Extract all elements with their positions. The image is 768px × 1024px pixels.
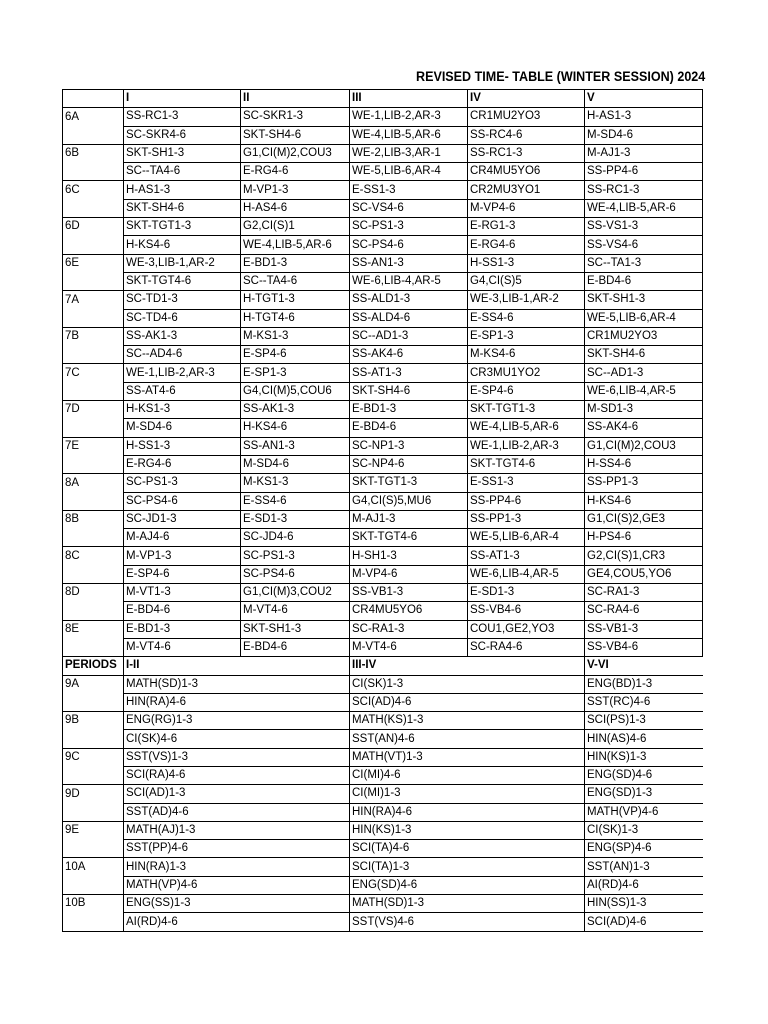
period-cell: SS-RC1-3 [468, 144, 585, 162]
period-cell: M-SD4-6 [124, 419, 241, 437]
period-cell: E-BD1-3 [241, 254, 350, 272]
period-cell: M-KS4-6 [468, 346, 585, 364]
period-cell: SS-AN1-3 [350, 254, 468, 272]
header-row [63, 90, 703, 108]
period-cell: MATH(AJ)1-3 [124, 821, 350, 839]
period-cell: WE-5,LIB-6,AR-4 [585, 309, 703, 327]
period-cell: G2,CI(S)1 [241, 218, 350, 236]
period-cell: SST(VS)1-3 [124, 748, 350, 766]
period-cell: E-SP4-6 [468, 382, 585, 400]
period-cell: SKT-SH4-6 [124, 199, 241, 217]
period-cell: SST(AD)4-6 [124, 803, 350, 821]
period-cell: SS-VB1-3 [585, 620, 703, 638]
period-cell: SST(VS)4-6 [350, 913, 585, 931]
table-row [63, 272, 703, 290]
period-cell: H-KS1-3 [124, 401, 241, 419]
period-cell: SC-NP1-3 [350, 437, 468, 455]
period-cell: H-KS4-6 [241, 419, 350, 437]
period-cell: SC-RA4-6 [585, 602, 703, 620]
period-cell: SKT-TGT4-6 [124, 272, 241, 290]
class-label: 7B [63, 327, 124, 345]
class-label: 9E [63, 821, 124, 839]
class-label: 8D [63, 584, 124, 602]
period-cell: M-SD1-3 [585, 401, 703, 419]
period-cell: ENG(SP)4-6 [585, 840, 703, 858]
class-label [63, 693, 124, 711]
period-cell: M-VT4-6 [350, 638, 468, 656]
period-cell: SKT-TGT1-3 [350, 474, 468, 492]
period-cell: E-BD4-6 [241, 638, 350, 656]
table-row [63, 638, 703, 656]
table-row [63, 419, 703, 437]
period-cell: SC-JD1-3 [124, 510, 241, 528]
period-cell: SCI(RA)4-6 [124, 766, 350, 784]
table-row [63, 529, 703, 547]
period-cell: MATH(VP)4-6 [585, 803, 703, 821]
table-row [63, 455, 703, 473]
table-row [63, 748, 703, 766]
period-cell: WE-6,LIB-4,AR-5 [585, 382, 703, 400]
class-label: 7C [63, 364, 124, 382]
period-cell: E-BD1-3 [350, 401, 468, 419]
class-label [63, 565, 124, 583]
table-row [63, 126, 703, 144]
period-cell: SKT-TGT1-3 [468, 401, 585, 419]
period-cell: SCI(PS)1-3 [585, 712, 703, 730]
period-cell: SS-RC1-3 [585, 181, 703, 199]
period-cell: H-KS4-6 [585, 492, 703, 510]
period-cell: E-BD4-6 [124, 602, 241, 620]
period-cell: SKT-SH1-3 [241, 620, 350, 638]
class-label [63, 730, 124, 748]
period-cell: M-AJ1-3 [350, 510, 468, 528]
period-cell: E-RG1-3 [468, 218, 585, 236]
period-cell: CR1MU2YO3 [468, 108, 585, 126]
period-cell: SS-VS1-3 [585, 218, 703, 236]
period-cell: SC-RA1-3 [350, 620, 468, 638]
period-cell: WE-4,LIB-5,AR-6 [468, 419, 585, 437]
period-cell: SS-RC4-6 [468, 126, 585, 144]
period-cell: SC-TD1-3 [124, 291, 241, 309]
period-cell: GE4,COU5,YO6 [585, 565, 703, 583]
table-row [63, 144, 703, 162]
class-label [63, 163, 124, 181]
table-row [63, 547, 703, 565]
class-label [63, 803, 124, 821]
period-cell: WE-2,LIB-3,AR-1 [350, 144, 468, 162]
period-cell: G4,CI(S)5,MU6 [350, 492, 468, 510]
period-cell: SC-NP4-6 [350, 455, 468, 473]
period-cell: SS-PP4-6 [585, 163, 703, 181]
period-cell: H-SS1-3 [124, 437, 241, 455]
period-cell: SST(AN)1-3 [585, 858, 703, 876]
period-cell: SKT-SH4-6 [241, 126, 350, 144]
period-cell: E-SS4-6 [241, 492, 350, 510]
period-cell: SS-PP4-6 [468, 492, 585, 510]
table-row [63, 474, 703, 492]
period-cell: WE-3,LIB-1,AR-2 [124, 254, 241, 272]
period-cell: SC-PS4-6 [124, 492, 241, 510]
period-cell: SS-AK4-6 [585, 419, 703, 437]
period-group-header: I-II [124, 657, 350, 675]
period-cell: E-SP4-6 [124, 565, 241, 583]
period-cell: COU1,GE2,YO3 [468, 620, 585, 638]
timetable [62, 89, 703, 932]
period-cell: WE-4,LIB-5,AR-6 [350, 126, 468, 144]
table-row [63, 510, 703, 528]
period-cell: SC-VS4-6 [350, 199, 468, 217]
period-cell: M-VP4-6 [468, 199, 585, 217]
period-cell: WE-4,LIB-5,AR-6 [241, 236, 350, 254]
period-cell: SC-PS1-3 [124, 474, 241, 492]
table-row [63, 821, 703, 839]
table-row [63, 364, 703, 382]
period-cell: H-AS1-3 [585, 108, 703, 126]
period-cell: CR1MU2YO3 [585, 327, 703, 345]
period-cell: H-SS4-6 [585, 455, 703, 473]
table-row [63, 181, 703, 199]
period-cell: SCI(AD)4-6 [585, 913, 703, 931]
period-cell: SCI(TA)1-3 [350, 858, 585, 876]
period-cell: G2,CI(S)1,CR3 [585, 547, 703, 565]
class-label: 9B [63, 712, 124, 730]
period-cell: M-KS1-3 [241, 327, 350, 345]
period-cell: SCI(AD)4-6 [350, 693, 585, 711]
class-label [63, 272, 124, 290]
class-label [63, 766, 124, 784]
period-cell: M-VP1-3 [241, 181, 350, 199]
period-cell: CR4MU5YO6 [468, 163, 585, 181]
period-cell: E-SD1-3 [468, 584, 585, 602]
class-label: 7A [63, 291, 124, 309]
period-cell: G1,CI(M)3,COU2 [241, 584, 350, 602]
period-cell: E-SP1-3 [468, 327, 585, 345]
table-row [63, 858, 703, 876]
period-cell: SC--TA4-6 [241, 272, 350, 290]
period-cell: WE-3,LIB-1,AR-2 [468, 291, 585, 309]
period-cell: SC-PS1-3 [241, 547, 350, 565]
page-title: REVISED TIME- TABLE (WINTER SESSION) 2024 [416, 69, 706, 84]
table-row [63, 895, 703, 913]
period-cell: G1,CI(S)2,GE3 [585, 510, 703, 528]
period-cell: SC-TD4-6 [124, 309, 241, 327]
period-cell: H-TGT1-3 [241, 291, 350, 309]
period-cell: H-KS4-6 [124, 236, 241, 254]
period-cell: CR4MU5YO6 [350, 602, 468, 620]
period-cell: E-SD1-3 [241, 510, 350, 528]
table-row [63, 254, 703, 272]
class-label [63, 455, 124, 473]
period-cell: SS-VS4-6 [585, 236, 703, 254]
period-cell: SC-SKR1-3 [241, 108, 350, 126]
table-row [63, 437, 703, 455]
period-cell: SKT-TGT1-3 [124, 218, 241, 236]
period-cell: E-RG4-6 [241, 163, 350, 181]
period-cell: SC-SKR4-6 [124, 126, 241, 144]
period-cell: ENG(SS)1-3 [124, 895, 350, 913]
class-label [63, 199, 124, 217]
class-label [63, 602, 124, 620]
table-row [63, 602, 703, 620]
header-period: I [124, 90, 241, 108]
period-cell: M-SD4-6 [585, 126, 703, 144]
table-row [63, 913, 703, 931]
period-cell: HIN(SS)1-3 [585, 895, 703, 913]
class-label [63, 346, 124, 364]
class-label: 6E [63, 254, 124, 272]
period-cell: CI(MI)1-3 [350, 785, 585, 803]
period-cell: ENG(SD)4-6 [350, 876, 585, 894]
period-cell: MATH(VP)4-6 [124, 876, 350, 894]
class-label: 7E [63, 437, 124, 455]
period-cell: SKT-SH4-6 [350, 382, 468, 400]
period-cell: AI(RD)4-6 [124, 913, 350, 931]
period-cell: CI(SK)1-3 [585, 821, 703, 839]
class-label [63, 382, 124, 400]
period-cell: HIN(KS)1-3 [350, 821, 585, 839]
period-cell: SC--AD1-3 [585, 364, 703, 382]
header-period: V [585, 90, 703, 108]
period-cell: H-SS1-3 [468, 254, 585, 272]
class-label [63, 236, 124, 254]
period-cell: SC-PS4-6 [350, 236, 468, 254]
period-cell: SS-PP1-3 [585, 474, 703, 492]
table-row [63, 218, 703, 236]
period-cell: MATH(VT)1-3 [350, 748, 585, 766]
table-row [63, 730, 703, 748]
table-row [63, 163, 703, 181]
period-cell: SST(AN)4-6 [350, 730, 585, 748]
period-cell: SC-PS1-3 [350, 218, 468, 236]
class-label [63, 309, 124, 327]
period-cell: AI(RD)4-6 [585, 876, 703, 894]
period-cell: E-RG4-6 [124, 455, 241, 473]
class-label [63, 126, 124, 144]
period-cell: M-VP1-3 [124, 547, 241, 565]
period-cell: SC-PS4-6 [241, 565, 350, 583]
period-cell: E-BD4-6 [585, 272, 703, 290]
period-cell: E-SS1-3 [468, 474, 585, 492]
table-row [63, 199, 703, 217]
periods-label: PERIODS [63, 657, 124, 675]
period-cell: M-VT1-3 [124, 584, 241, 602]
period-cell: SC--TA1-3 [585, 254, 703, 272]
table-row [63, 309, 703, 327]
period-cell: SS-AK4-6 [350, 346, 468, 364]
table-row [63, 346, 703, 364]
period-cell: E-RG4-6 [468, 236, 585, 254]
period-cell: MATH(SD)1-3 [350, 895, 585, 913]
period-cell: WE-1,LIB-2,AR-3 [124, 364, 241, 382]
period-cell: M-VP4-6 [350, 565, 468, 583]
period-cell: E-BD4-6 [350, 419, 468, 437]
period-cell: SC-RA1-3 [585, 584, 703, 602]
class-label: 8B [63, 510, 124, 528]
period-cell: G1,CI(M)2,COU3 [241, 144, 350, 162]
period-cell: CR2MU3YO1 [468, 181, 585, 199]
table-row [63, 675, 703, 693]
table-row [63, 108, 703, 126]
header-class [63, 90, 124, 108]
periods-header-row [63, 657, 703, 675]
period-cell: WE-4,LIB-5,AR-6 [585, 199, 703, 217]
header-period: III [350, 90, 468, 108]
class-label [63, 913, 124, 931]
class-label: 6A [63, 108, 124, 126]
period-cell: SCI(TA)4-6 [350, 840, 585, 858]
period-cell: SS-AN1-3 [241, 437, 350, 455]
class-label: 6D [63, 218, 124, 236]
period-cell: SKT-SH1-3 [585, 291, 703, 309]
table-row [63, 693, 703, 711]
class-label: 10A [63, 858, 124, 876]
period-group-header: V-VI [585, 657, 703, 675]
class-label: 10B [63, 895, 124, 913]
period-cell: H-AS4-6 [241, 199, 350, 217]
table-row [63, 620, 703, 638]
period-cell: HIN(RA)4-6 [350, 803, 585, 821]
period-cell: G1,CI(M)2,COU3 [585, 437, 703, 455]
period-cell: WE-1,LIB-2,AR-3 [468, 437, 585, 455]
period-cell: SST(PP)4-6 [124, 840, 350, 858]
table-row [63, 766, 703, 784]
period-cell: SKT-SH4-6 [585, 346, 703, 364]
period-cell: E-SP4-6 [241, 346, 350, 364]
period-cell: SS-PP1-3 [468, 510, 585, 528]
period-cell: SS-AT4-6 [124, 382, 241, 400]
period-cell: HIN(KS)1-3 [585, 748, 703, 766]
class-label: 9A [63, 675, 124, 693]
table-row [63, 565, 703, 583]
period-cell: E-SP1-3 [241, 364, 350, 382]
period-cell: G4,CI(M)5,COU6 [241, 382, 350, 400]
period-cell: SST(RC)4-6 [585, 693, 703, 711]
period-cell: SC--AD1-3 [350, 327, 468, 345]
period-cell: E-SS1-3 [350, 181, 468, 199]
period-cell: HIN(RA)1-3 [124, 858, 350, 876]
period-cell: ENG(BD)1-3 [585, 675, 703, 693]
period-cell: SS-RC1-3 [124, 108, 241, 126]
class-label: 9C [63, 748, 124, 766]
table-row [63, 803, 703, 821]
period-cell: CR3MU1YO2 [468, 364, 585, 382]
table-row [63, 382, 703, 400]
period-cell: M-AJ1-3 [585, 144, 703, 162]
period-cell: SS-ALD4-6 [350, 309, 468, 327]
period-cell: CI(SK)4-6 [124, 730, 350, 748]
table-row [63, 840, 703, 858]
period-cell: E-BD1-3 [124, 620, 241, 638]
class-label [63, 876, 124, 894]
table-row [63, 236, 703, 254]
period-cell: WE-6,LIB-4,AR-5 [350, 272, 468, 290]
class-label [63, 492, 124, 510]
period-cell: M-AJ4-6 [124, 529, 241, 547]
table-row [63, 785, 703, 803]
period-cell: SC--TA4-6 [124, 163, 241, 181]
class-label: 8A [63, 474, 124, 492]
period-cell: ENG(SD)1-3 [585, 785, 703, 803]
period-cell: M-VT4-6 [241, 602, 350, 620]
period-cell: MATH(KS)1-3 [350, 712, 585, 730]
period-cell: HIN(RA)4-6 [124, 693, 350, 711]
class-label: 6C [63, 181, 124, 199]
period-cell: SCI(AD)1-3 [124, 785, 350, 803]
period-cell: SS-VB4-6 [585, 638, 703, 656]
period-cell: HIN(AS)4-6 [585, 730, 703, 748]
period-cell: SS-AK1-3 [241, 401, 350, 419]
class-label [63, 419, 124, 437]
period-cell: ENG(SD)4-6 [585, 766, 703, 784]
table-row [63, 584, 703, 602]
table-row [63, 327, 703, 345]
period-cell: M-KS1-3 [241, 474, 350, 492]
period-cell: SKT-SH1-3 [124, 144, 241, 162]
table-row [63, 291, 703, 309]
period-cell: SS-AT1-3 [350, 364, 468, 382]
table-row [63, 876, 703, 894]
period-cell: SS-AT1-3 [468, 547, 585, 565]
period-cell: CI(MI)4-6 [350, 766, 585, 784]
class-label [63, 529, 124, 547]
period-cell: H-AS1-3 [124, 181, 241, 199]
class-label: 8E [63, 620, 124, 638]
period-cell: SKT-TGT4-6 [468, 455, 585, 473]
class-label: 6B [63, 144, 124, 162]
period-cell: SKT-TGT4-6 [350, 529, 468, 547]
period-cell: G4,CI(S)5 [468, 272, 585, 290]
period-cell: WE-5,LIB-6,AR-4 [350, 163, 468, 181]
period-group-header: III-IV [350, 657, 585, 675]
period-cell: SC-RA4-6 [468, 638, 585, 656]
period-cell: MATH(SD)1-3 [124, 675, 350, 693]
period-cell: WE-1,LIB-2,AR-3 [350, 108, 468, 126]
period-cell: ENG(RG)1-3 [124, 712, 350, 730]
period-cell: H-SH1-3 [350, 547, 468, 565]
period-cell: SS-ALD1-3 [350, 291, 468, 309]
table-row [63, 712, 703, 730]
period-cell: SC-JD4-6 [241, 529, 350, 547]
class-label: 7D [63, 401, 124, 419]
period-cell: WE-6,LIB-4,AR-5 [468, 565, 585, 583]
period-cell: WE-5,LIB-6,AR-4 [468, 529, 585, 547]
header-period: II [241, 90, 350, 108]
class-label: 9D [63, 785, 124, 803]
class-label [63, 638, 124, 656]
period-cell: H-PS4-6 [585, 529, 703, 547]
class-label: 8C [63, 547, 124, 565]
period-cell: SS-AK1-3 [124, 327, 241, 345]
period-cell: M-VT4-6 [124, 638, 241, 656]
period-cell: SC--AD4-6 [124, 346, 241, 364]
table-row [63, 492, 703, 510]
period-cell: SS-VB1-3 [350, 584, 468, 602]
period-cell: M-SD4-6 [241, 455, 350, 473]
class-label [63, 840, 124, 858]
period-cell: CI(SK)1-3 [350, 675, 585, 693]
period-cell: H-TGT4-6 [241, 309, 350, 327]
header-period: IV [468, 90, 585, 108]
period-cell: E-SS4-6 [468, 309, 585, 327]
table-row [63, 401, 703, 419]
period-cell: SS-VB4-6 [468, 602, 585, 620]
